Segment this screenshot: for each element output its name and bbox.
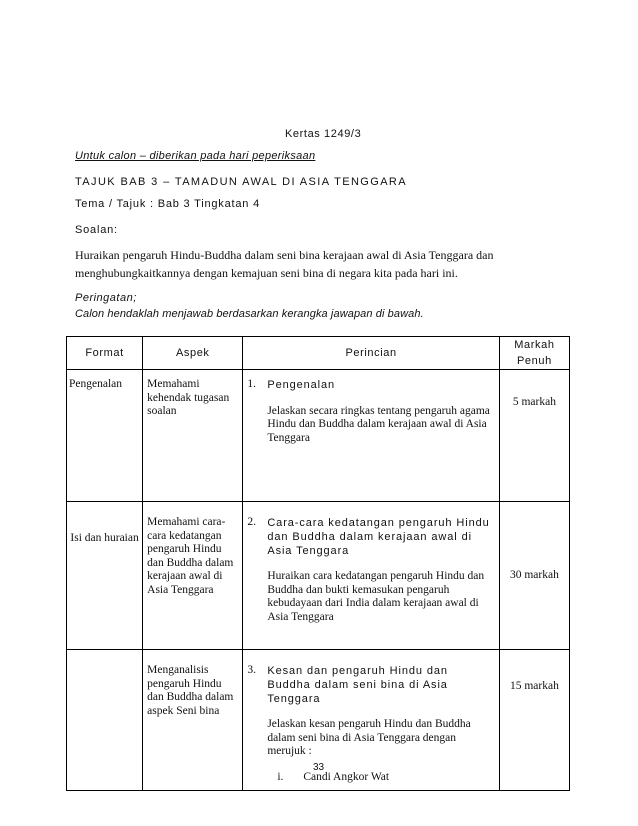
- chapter-title: TAJUK BAB 3 – TAMADUN AWAL DI ASIA TENGGARA: [75, 176, 408, 188]
- table-row: [67, 502, 570, 650]
- row3-format: [67, 650, 143, 791]
- row1-body: Jelaskan secara ringkas tentang pengaruh agama Hindu dan Buddha dalam kerajaan awal di Asia Tenggara: [267, 404, 490, 444]
- row2-markah: 30 markah: [499, 502, 569, 650]
- row1-markah: 5 markah: [499, 370, 569, 502]
- table-row: [67, 370, 570, 502]
- question-label: Soalan:: [75, 224, 118, 236]
- header-format: Format: [67, 337, 143, 370]
- row1-aspek: Memahami kehendak tugasan soalan: [143, 370, 243, 502]
- page-number: 33: [313, 762, 325, 773]
- row2-title: Cara-cara kedatangan pengaruh Hindu dan Buddha dalam kerajaan awal di Asia Tenggara: [267, 517, 490, 557]
- row3-aspek: Menganalisis pengaruh Hindu dan Buddha dalam aspek Seni bina: [143, 650, 243, 791]
- answer-framework-table: [66, 336, 570, 791]
- row1-perincian: [243, 370, 500, 502]
- row3-subitem: [277, 771, 495, 785]
- row2-body: Huraikan cara kedatangan pengaruh Hindu dan Buddha dan bukti kemasukan pengaruh kebudayaan dari India dalam kerajaan awal di Asia Tenggara: [267, 570, 485, 623]
- header-aspek: Aspek: [143, 337, 243, 370]
- theme-line: Tema / Tajuk : Bab 3 Tingkatan 4: [75, 198, 260, 210]
- row3-number: 3.: [247, 664, 256, 676]
- row3-title: Kesan dan pengaruh Hindu dan Buddha dalam seni bina di Asia Tenggara: [267, 665, 448, 705]
- header-perincian: Perincian: [243, 337, 500, 370]
- row3-perincian: [243, 650, 500, 791]
- row1-format: Pengenalan: [67, 370, 143, 502]
- table-header-row: [67, 337, 570, 370]
- row2-number: 2.: [247, 516, 256, 528]
- reminder-text: Calon hendaklah menjawab berdasarkan kerangka jawapan di bawah.: [75, 308, 424, 320]
- row1-title: Pengenalan: [267, 379, 336, 391]
- row3-body: Jelaskan kesan pengaruh Hindu dan Buddha dalam seni bina di Asia Tenggara dengan merujuk :: [267, 718, 471, 757]
- row2-aspek: Memahami cara-cara kedatangan pengaruh Hindu dan Buddha dalam kerajaan awal di Asia Tenggara: [143, 502, 243, 650]
- candidate-instruction: Untuk calon – diberikan pada hari peperiksaan: [75, 150, 316, 162]
- row3-markah: 15 markah: [499, 650, 569, 791]
- row1-number: 1.: [247, 378, 256, 390]
- paper-code: Kertas 1249/3: [285, 128, 362, 140]
- question-text: Huraikan pengaruh Hindu-Buddha dalam seni bina kerajaan awal di Asia Tenggara dan menghubungkaitkannya dengan kemajuan seni bina di negara kita pada hari ini.: [75, 248, 494, 280]
- row2-format: Isi dan huraian: [67, 502, 143, 650]
- header-markah: Markah Penuh: [499, 337, 569, 370]
- reminder-title: Peringatan;: [75, 292, 137, 304]
- row3-subitem-text: Candi Angkor Wat: [303, 770, 390, 783]
- row2-perincian: [243, 502, 500, 650]
- row3-subnumber: i.: [277, 770, 284, 783]
